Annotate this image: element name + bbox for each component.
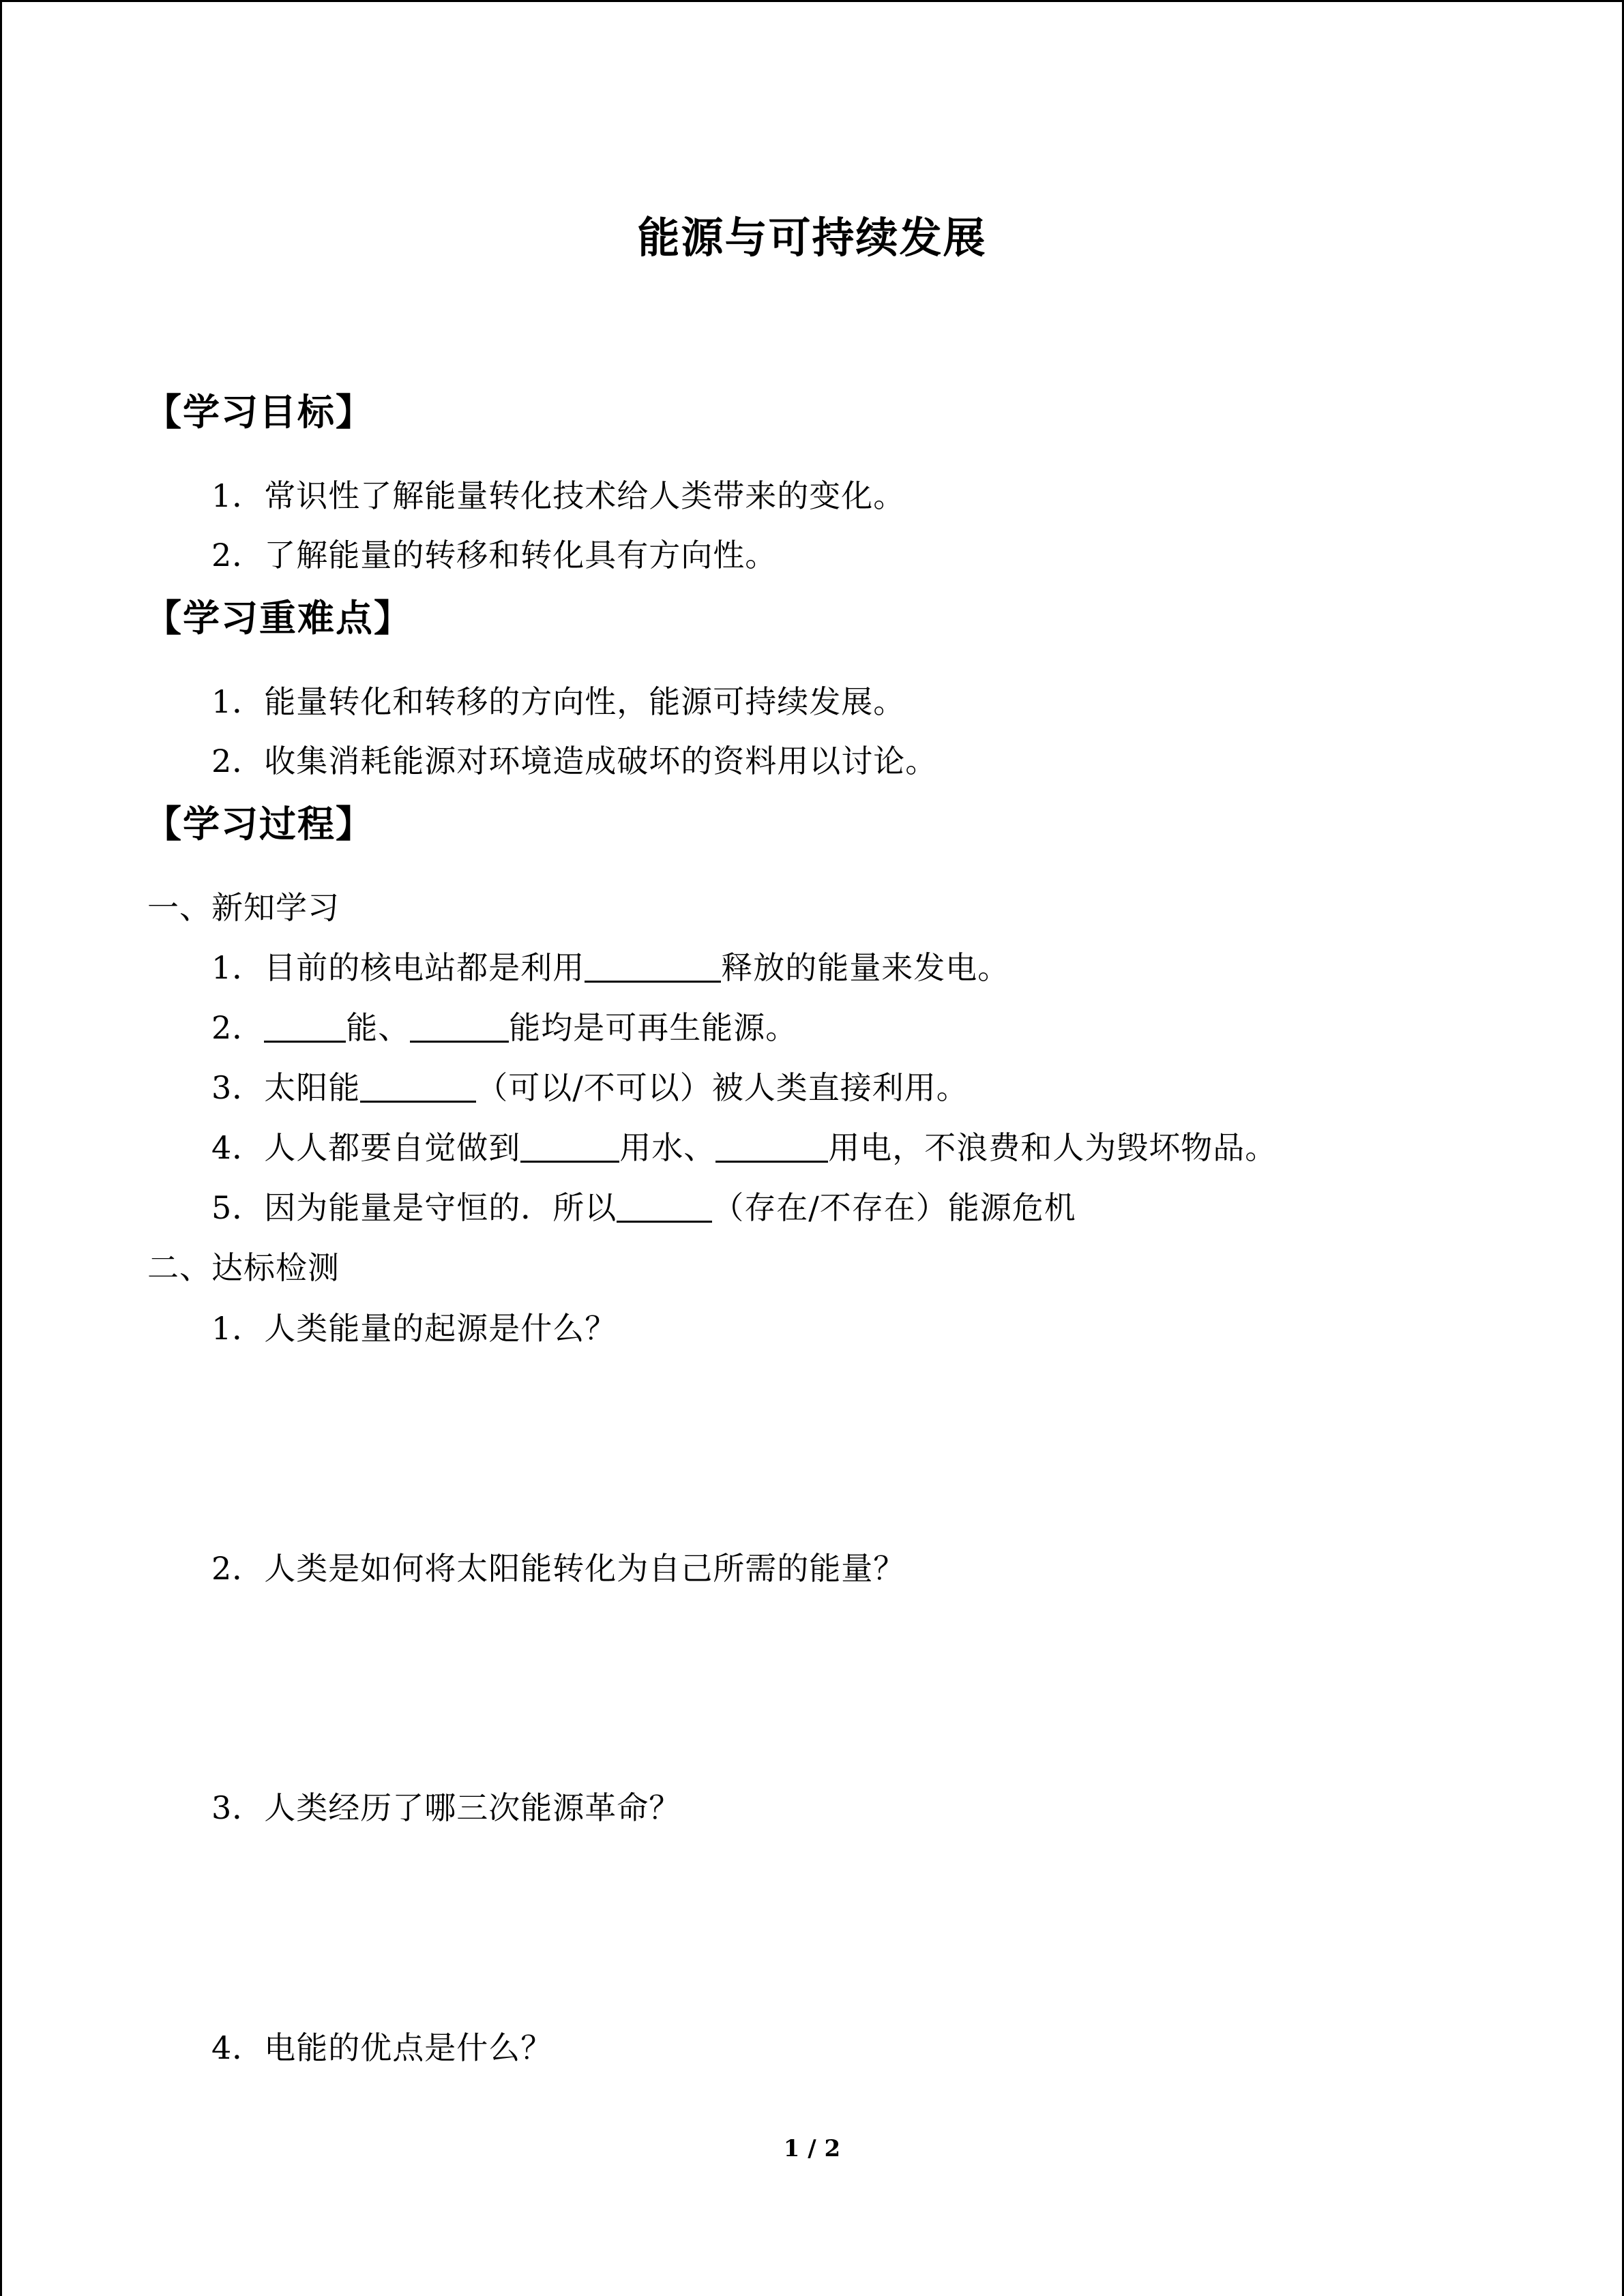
fill-blank-5[interactable]	[617, 1193, 712, 1223]
fill-blank-2b[interactable]	[410, 1013, 509, 1043]
key-point-item-1: 1．能量转化和转移的方向性，能源可持续发展。	[211, 683, 906, 720]
fill-question-5	[211, 1189, 1076, 1226]
fill-question-3	[211, 1069, 969, 1106]
fill-question-2-text-b: 能、	[346, 1009, 411, 1046]
fill-question-2	[211, 1009, 798, 1046]
assessment-question-3: 3．人类经历了哪三次能源革命？	[211, 1789, 681, 1826]
fill-question-2-text-a: 2．	[211, 1009, 265, 1046]
fill-blank-4a[interactable]	[520, 1133, 619, 1163]
fill-question-1-text-b: 释放的能量来发电。	[721, 949, 1010, 986]
fill-question-2-text-c: 能均是可再生能源。	[509, 1009, 798, 1046]
fill-question-1-text-a: 1．目前的核电站都是利用	[211, 949, 585, 986]
part-assessment-label: 二、达标检测	[147, 1249, 340, 1286]
part-new-knowledge-label: 一、新知学习	[147, 889, 340, 926]
fill-question-3-text-b: （可以/不可以）被人类直接利用。	[476, 1069, 969, 1106]
objective-item-1: 1．常识性了解能量转化技术给人类带来的变化。	[211, 477, 906, 514]
objective-item-2: 2．了解能量的转移和转化具有方向性。	[211, 537, 778, 573]
key-points-heading: 【学习重难点】	[145, 597, 412, 640]
fill-blank-2a[interactable]	[264, 1013, 346, 1043]
fill-blank-4b[interactable]	[715, 1133, 828, 1163]
objectives-heading: 【学习目标】	[145, 391, 374, 434]
fill-question-4-text-a: 4．人人都要自觉做到	[211, 1129, 521, 1166]
process-heading: 【学习过程】	[145, 803, 374, 846]
key-point-item-2: 2．收集消耗能源对环境造成破坏的资料用以讨论。	[211, 743, 938, 779]
page-title: 能源与可持续发展	[637, 213, 987, 263]
fill-question-4-text-c: 用电，不浪费和人为毁坏物品。	[828, 1129, 1278, 1166]
fill-question-5-text-b: （存在/不存在）能源危机	[712, 1189, 1076, 1226]
assessment-question-1: 1．人类能量的起源是什么？	[211, 1310, 617, 1347]
fill-question-3-text-a: 3．太阳能	[211, 1069, 361, 1106]
assessment-question-2: 2．人类是如何将太阳能转化为自己所需的能量？	[211, 1550, 906, 1587]
fill-question-5-text-a: 5．因为能量是守恒的．所以	[211, 1189, 617, 1226]
fill-question-4-text-b: 用水、	[619, 1129, 716, 1166]
fill-blank-1[interactable]	[585, 953, 721, 983]
fill-question-1	[211, 949, 1010, 986]
fill-blank-3[interactable]	[360, 1073, 476, 1103]
fill-question-4	[211, 1129, 1278, 1166]
page-number: 1 / 2	[783, 2135, 841, 2162]
assessment-question-4: 4．电能的优点是什么？	[211, 2029, 553, 2066]
